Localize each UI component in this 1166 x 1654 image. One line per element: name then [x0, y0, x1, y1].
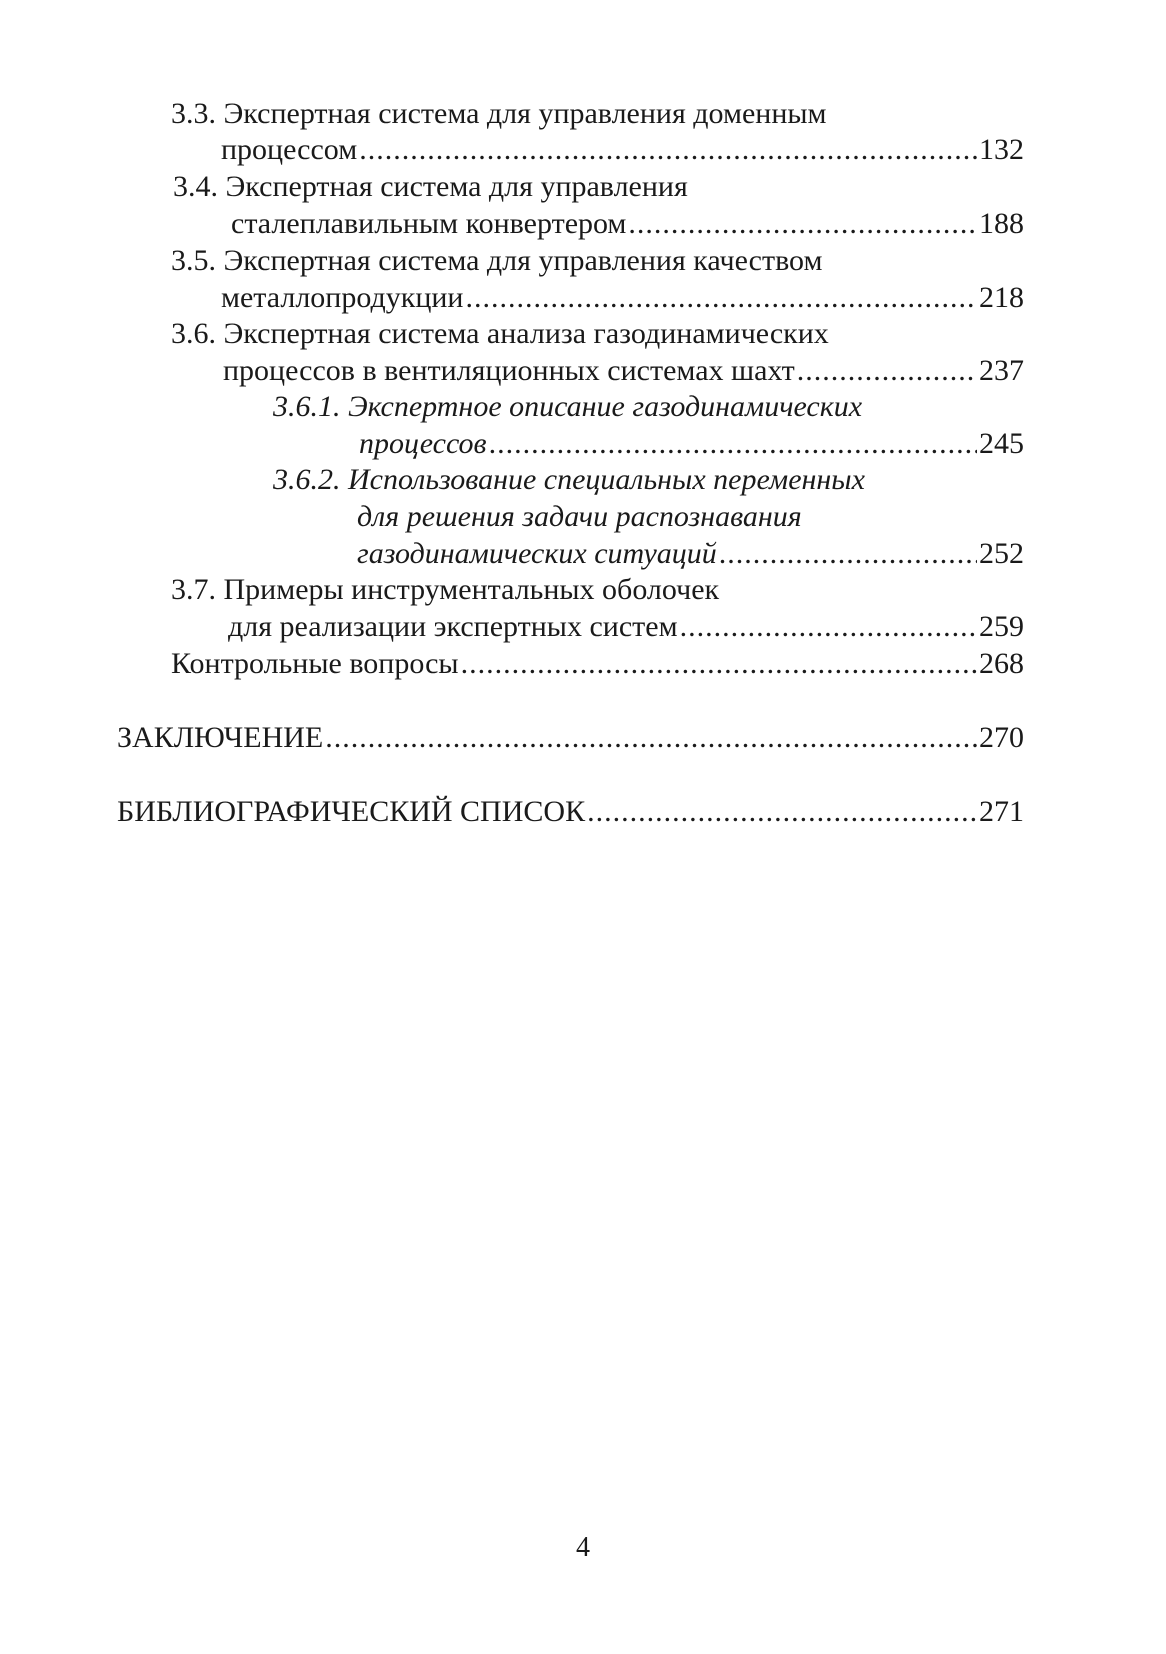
dot-leader: [797, 353, 977, 389]
toc-entry-3-6-1-line2: процессов: [359, 427, 487, 460]
dot-leader: [587, 794, 977, 830]
toc-entry-questions-page: 268: [979, 647, 1024, 680]
toc-entry-3-4-continuation[interactable]: [231, 206, 1024, 242]
toc-entry-3-3-page: 132: [979, 133, 1024, 166]
dot-leader: [680, 609, 977, 645]
toc-entry-3-6-2-middle: [357, 499, 802, 535]
dot-leader: [628, 206, 977, 242]
toc-entry-3-6-1-continuation[interactable]: [359, 426, 1024, 462]
toc-entry-3-4-line2: сталеплавильным конвертером: [231, 207, 627, 240]
toc-entry-questions-label: Контрольные вопросы: [171, 647, 459, 680]
toc-entry-3-6-page: 237: [979, 354, 1024, 387]
toc-entry-3-5-line2: металлопродукции: [221, 281, 464, 314]
toc-entry-3-3-line2: процессом: [221, 133, 358, 166]
toc-entry-3-7-page: 259: [979, 610, 1024, 643]
toc-entry-3-7-line2: для реализации экспертных систем: [228, 610, 678, 643]
toc-entry-questions[interactable]: [171, 646, 1024, 682]
dot-leader: [489, 426, 977, 462]
page-number: 4: [576, 1532, 590, 1563]
toc-entry-3-3-line1: 3.3. Экспертная система для управления доменным: [171, 97, 827, 130]
toc-entry-3-4-line1: 3.4. Экспертная система для управления: [173, 170, 688, 203]
toc-entry-bibliography-page: 271: [979, 795, 1024, 828]
toc-entry-3-6-1-page: 245: [979, 427, 1024, 460]
toc-entry-3-5-line1: 3.5. Экспертная система для управления качеством: [171, 244, 823, 277]
toc-entry-3-6-line1: 3.6. Экспертная система анализа газодинамических: [171, 317, 829, 350]
dot-leader: [461, 646, 977, 682]
dot-leader: [325, 720, 977, 756]
toc-entry-3-6-1-line1: 3.6.1. Экспертное описание газодинамических: [273, 390, 863, 423]
toc-entry-3-5-continuation[interactable]: [221, 280, 1024, 316]
toc-entry-bibliography-label: БИБЛИОГРАФИЧЕСКИЙ СПИСОК: [117, 795, 586, 828]
toc-entry-3-7-line1: 3.7. Примеры инструментальных оболочек: [171, 573, 720, 606]
toc-entry-3-6-line2: процессов в вентиляционных системах шахт: [223, 354, 795, 387]
toc-entry-3-6-2-page: 252: [979, 537, 1024, 570]
toc-entry-conclusion-label: ЗАКЛЮЧЕНИЕ: [117, 721, 324, 754]
toc-entry-3-6-2-line2: для решения задачи распознавания: [357, 500, 802, 533]
toc-entry-3-6-2-continuation[interactable]: [357, 536, 1024, 572]
toc-entry-3-4-page: 188: [979, 207, 1024, 240]
toc-entry-3-6-2-line3: газодинамических ситуаций: [357, 537, 717, 570]
toc-entry-3-5-page: 218: [979, 281, 1024, 314]
toc-entry-3-6-title: [171, 316, 829, 352]
toc-entry-3-6-2-line1: 3.6.2. Использование специальных переменных: [273, 463, 865, 496]
toc-entry-3-7-continuation[interactable]: [228, 609, 1024, 645]
toc-entry-3-3-title: [171, 96, 827, 132]
toc-entry-3-6-2-title: [273, 462, 865, 498]
toc-entry-conclusion[interactable]: [117, 720, 1024, 756]
toc-entry-3-3-continuation[interactable]: [221, 132, 1024, 168]
toc-entry-3-6-1-title: [273, 389, 862, 425]
toc-entry-3-7-title: [171, 572, 719, 608]
toc-entry-3-5-title: [171, 243, 822, 279]
dot-leader: [466, 280, 978, 316]
toc-entry-bibliography[interactable]: [117, 794, 1024, 830]
toc-entry-3-6-continuation[interactable]: [223, 353, 1024, 389]
toc-entry-conclusion-page: 270: [979, 721, 1024, 754]
dot-leader: [359, 132, 977, 168]
dot-leader: [719, 536, 977, 572]
toc-entry-3-4-title: [173, 169, 688, 205]
